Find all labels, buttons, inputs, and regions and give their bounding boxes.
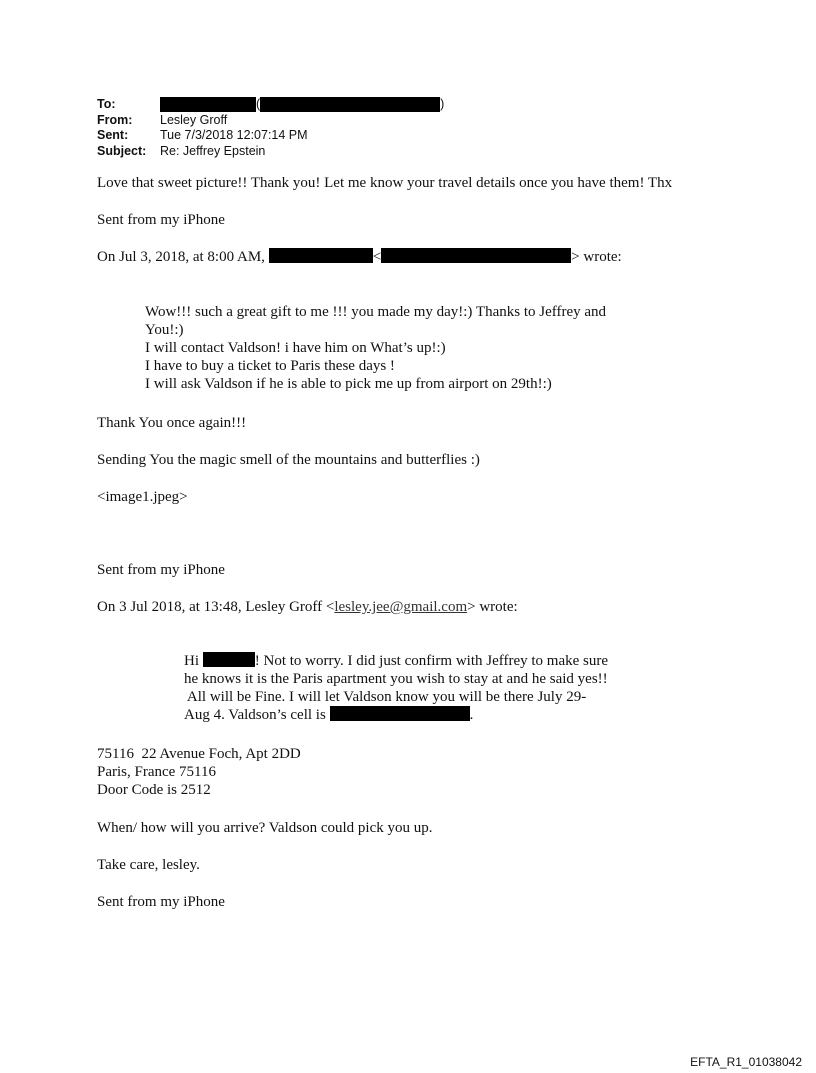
redacted-recipient-name	[203, 652, 255, 667]
quote1-line: Wow!!! such a great gift to me !!! you made my day!:) Thanks to Jeffrey and	[145, 304, 607, 320]
quote2-line-2: he knows it is the Paris apartment you wish to stay at and he said yes!!	[184, 671, 608, 687]
sending-line: Sending You the magic smell of the mountains and butterflies :)	[97, 452, 480, 468]
to-paren-open: (	[256, 97, 261, 111]
sent-row	[97, 128, 444, 144]
thanks-line: Thank You once again!!!	[97, 415, 247, 431]
sent-label: Sent:	[97, 128, 129, 142]
quote1-intro-prefix: On Jul 3, 2018, at 8:00 AM,	[97, 249, 265, 265]
quote2-intro-prefix: On 3 Jul 2018, at 13:48, Lesley Groff <	[97, 599, 335, 615]
subject-value: Re: Jeffrey Epstein	[160, 143, 266, 158]
take-care-line: Take care, lesley.	[97, 857, 200, 873]
to-label: To:	[97, 97, 116, 111]
redacted-sender-email	[381, 248, 571, 263]
quote2-intro-suffix: > wrote:	[467, 599, 518, 615]
quote2-hi: Hi	[184, 653, 199, 669]
address-block	[97, 745, 301, 799]
quote1-line: I will ask Valdson if he is able to pick me up from airport on 29th!:)	[145, 376, 552, 392]
document-id: EFTA_R1_01038042	[690, 1055, 802, 1069]
quote1-line: I have to buy a ticket to Paris these days !	[145, 358, 395, 374]
arrival-question: When/ how will you arrive? Valdson could pick you up.	[97, 820, 433, 836]
reply-signature: Sent from my iPhone	[97, 212, 225, 228]
to-row	[97, 97, 444, 113]
quote1-intro-suffix: > wrote:	[571, 249, 622, 265]
message1-signature: Sent from my iPhone	[97, 562, 225, 578]
sent-value: Tue 7/3/2018 12:07:14 PM	[160, 128, 308, 142]
quote2-line-3: All will be Fine. I will let Valdson know you will be there July 29-	[184, 689, 587, 705]
to-paren-close: )	[440, 97, 445, 111]
closing-signature: Sent from my iPhone	[97, 894, 225, 910]
redacted-sender-name	[269, 248, 373, 263]
address-line-1: 75116 22 Avenue Foch, Apt 2DD	[97, 746, 301, 762]
quote1-line: You!:)	[145, 322, 184, 338]
quote2-line4-end: .	[469, 707, 474, 723]
sender-email-link[interactable]: lesley.jee@gmail.com	[334, 599, 468, 615]
quote1-line: I will contact Valdson! i have him on What’s up!:)	[145, 340, 446, 356]
email-header	[97, 97, 444, 159]
redacted-to-email	[260, 97, 440, 112]
subject-row	[97, 144, 444, 160]
subject-label: Subject:	[97, 143, 147, 158]
quote1-intro	[97, 248, 622, 266]
quote2-intro	[97, 598, 518, 616]
quote2-line4-prefix: Aug 4. Valdson’s cell is	[184, 707, 326, 723]
quote2-line-1	[184, 652, 608, 670]
from-row	[97, 113, 444, 129]
quote2-line1-rest: ! Not to worry. I did just confirm with Jeffrey to make sure	[254, 653, 609, 669]
quote1-block	[145, 303, 606, 393]
address-line-3: Door Code is 2512	[97, 782, 211, 798]
from-value: Lesley Groff	[160, 112, 228, 127]
quote2-block	[184, 652, 608, 724]
redacted-to-name	[160, 97, 256, 112]
from-label: From:	[97, 112, 133, 127]
reply-body: Love that sweet picture!! Thank you! Let me know your travel details once you have them! Thx	[97, 175, 673, 191]
address-line-2: Paris, France 75116	[97, 764, 217, 780]
quote2-line-4	[184, 706, 608, 724]
quote1-intro-lt: <	[372, 249, 382, 265]
redacted-phone-number	[330, 706, 470, 721]
attachment-placeholder: <image1.jpeg>	[97, 489, 188, 505]
